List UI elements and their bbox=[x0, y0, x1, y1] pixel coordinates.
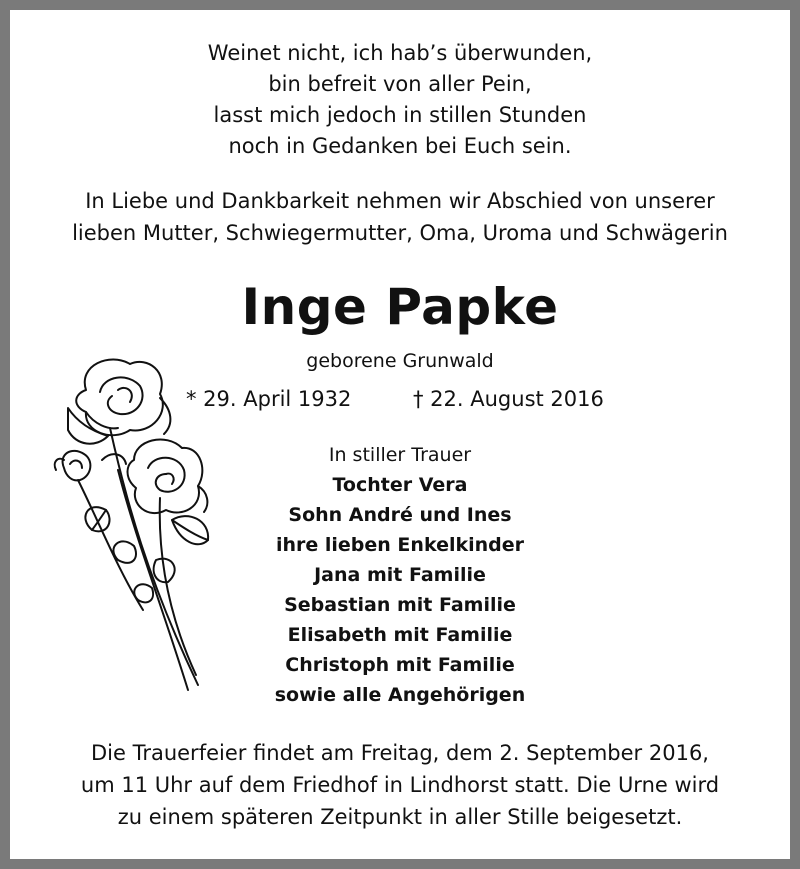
mourner-entry: Sohn André und Ines bbox=[288, 504, 512, 526]
maiden-name: geborene Grunwald bbox=[306, 350, 494, 372]
intro-line: In Liebe und Dankbarkeit nehmen wir Abschied von unserer bbox=[85, 189, 715, 213]
mourner-entry: Jana mit Familie bbox=[314, 564, 486, 586]
poem-line: Weinet nicht, ich hab’s überwunden, bbox=[207, 41, 593, 65]
poem-line: bin befreit von aller Pein, bbox=[268, 72, 532, 96]
service-line: um 11 Uhr auf dem Friedhof in Lindhorst statt. Die Urne wird bbox=[80, 773, 720, 797]
service-line: Die Trauerfeier findet am Freitag, dem 2. September 2016, bbox=[90, 741, 709, 765]
poem-verse bbox=[10, 38, 790, 162]
mourners-heading: In stiller Trauer bbox=[328, 444, 472, 466]
intro-line: lieben Mutter, Schwiegermutter, Oma, Uroma und Schwägerin bbox=[72, 221, 728, 245]
death-date: † 22. August 2016 bbox=[413, 387, 604, 411]
mourner-entry: Sebastian mit Familie bbox=[284, 594, 516, 616]
mourners-list bbox=[10, 440, 790, 710]
poem-line: noch in Gedanken bei Euch sein. bbox=[228, 134, 572, 158]
poem-line: lasst mich jedoch in stillen Stunden bbox=[213, 103, 587, 127]
mourner-entry: ihre lieben Enkelkinder bbox=[275, 534, 524, 556]
obituary-notice bbox=[10, 10, 790, 859]
mourner-entry: Tochter Vera bbox=[332, 474, 468, 496]
mourner-entry: sowie alle Angehörigen bbox=[274, 684, 526, 706]
mourner-entry: Elisabeth mit Familie bbox=[287, 624, 513, 646]
mourner-entry: Christoph mit Familie bbox=[285, 654, 515, 676]
farewell-intro bbox=[10, 185, 790, 249]
funeral-service-info bbox=[10, 737, 790, 833]
deceased-name: Inge Papke bbox=[241, 278, 559, 336]
birth-date: * 29. April 1932 bbox=[186, 387, 352, 411]
service-line: zu einem späteren Zeitpunkt in aller Stille beigesetzt. bbox=[117, 805, 683, 829]
